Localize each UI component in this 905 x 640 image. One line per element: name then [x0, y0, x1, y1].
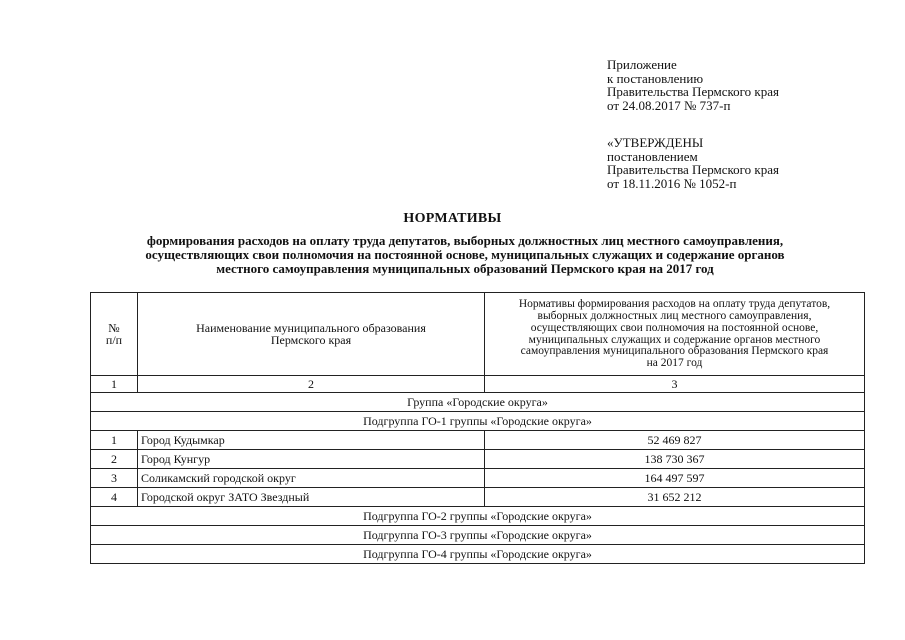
header-norm [485, 293, 865, 376]
subgroup-label: Подгруппа ГО-3 группы «Городские округа» [91, 526, 865, 545]
subtitle-line: формирования расходов на оплату труда депутатов, выборных должностных лиц местного самоуправления, [146, 233, 784, 248]
subgroup-row [91, 526, 865, 545]
header-name-line1: Наименование муниципального образования [196, 320, 426, 335]
row-name: Город Кудымкар [138, 431, 485, 450]
row-num: 2 [91, 450, 138, 469]
row-num: 3 [91, 469, 138, 488]
annex-line: от 24.08.2017 № 737-п [607, 97, 731, 113]
approved-block [607, 136, 779, 190]
document-title: НОРМАТИВЫ [403, 211, 502, 226]
header-norm-line: осуществляющих свои полномочия на постоянной основе, [530, 321, 819, 334]
table-header-row [91, 293, 865, 376]
header-norm-line: на 2017 год [646, 356, 703, 369]
row-name: Город Кунгур [138, 450, 485, 469]
annex-line: Правительства Пермского края [607, 84, 779, 99]
subgroup-label: Подгруппа ГО-2 группы «Городские округа» [91, 507, 865, 526]
approved-line: Правительства Пермского края [607, 162, 779, 177]
subgroup-row [91, 545, 865, 564]
header-norm-line: самоуправления муниципального образования Пермского края [520, 345, 829, 358]
row-name: Городской округ ЗАТО Звездный [138, 488, 485, 507]
row-value: 138 730 367 [485, 450, 865, 469]
table-row [91, 469, 865, 488]
row-num: 4 [91, 488, 138, 507]
approved-line: «УТВЕРЖДЕНЫ [607, 135, 704, 150]
group-row [91, 393, 865, 412]
column-number: 3 [485, 376, 865, 393]
subtitle-line: местного самоуправления муниципальных образований Пермского края на 2017 год [216, 261, 714, 276]
row-value: 52 469 827 [485, 431, 865, 450]
annex-block [607, 58, 779, 112]
approved-line: от 18.11.2016 № 1052-п [607, 175, 737, 191]
column-number: 2 [138, 376, 485, 393]
header-num-line2: п/п [105, 333, 123, 347]
row-name: Соликамский городской округ [138, 469, 485, 488]
table-row [91, 450, 865, 469]
header-num-line1: № [108, 320, 120, 335]
column-number: 1 [91, 376, 138, 393]
annex-line: Приложение [607, 57, 677, 72]
header-name-line2: Пермского края [270, 333, 352, 347]
row-value: 31 652 212 [485, 488, 865, 507]
subgroup-row [91, 507, 865, 526]
column-numbers-row [91, 376, 865, 393]
norms-table [90, 292, 865, 564]
header-norm-line: муниципальных служащих и содержание органов местного [528, 333, 821, 346]
document-subtitle [70, 234, 860, 276]
header-norm-line: выборных должностных лиц местного самоуправления, [537, 310, 812, 323]
subgroup-label: Подгруппа ГО-1 группы «Городские округа» [91, 412, 865, 431]
approved-line: постановлением [607, 148, 698, 164]
group-label: Группа «Городские округа» [91, 393, 865, 412]
subgroup-label: Подгруппа ГО-4 группы «Городские округа» [91, 545, 865, 564]
subtitle-line: осуществляющих свои полномочия на постоянной основе, муниципальных служащих и содержание органов [145, 247, 785, 262]
header-norm-line: Нормативы формирования расходов на оплату труда депутатов, [518, 298, 831, 311]
header-num [91, 293, 138, 376]
row-value: 164 497 597 [485, 469, 865, 488]
header-name [138, 293, 485, 376]
table-row [91, 488, 865, 507]
annex-line: к постановлению [607, 70, 704, 86]
row-num: 1 [91, 431, 138, 450]
subgroup-row [91, 412, 865, 431]
table-row [91, 431, 865, 450]
